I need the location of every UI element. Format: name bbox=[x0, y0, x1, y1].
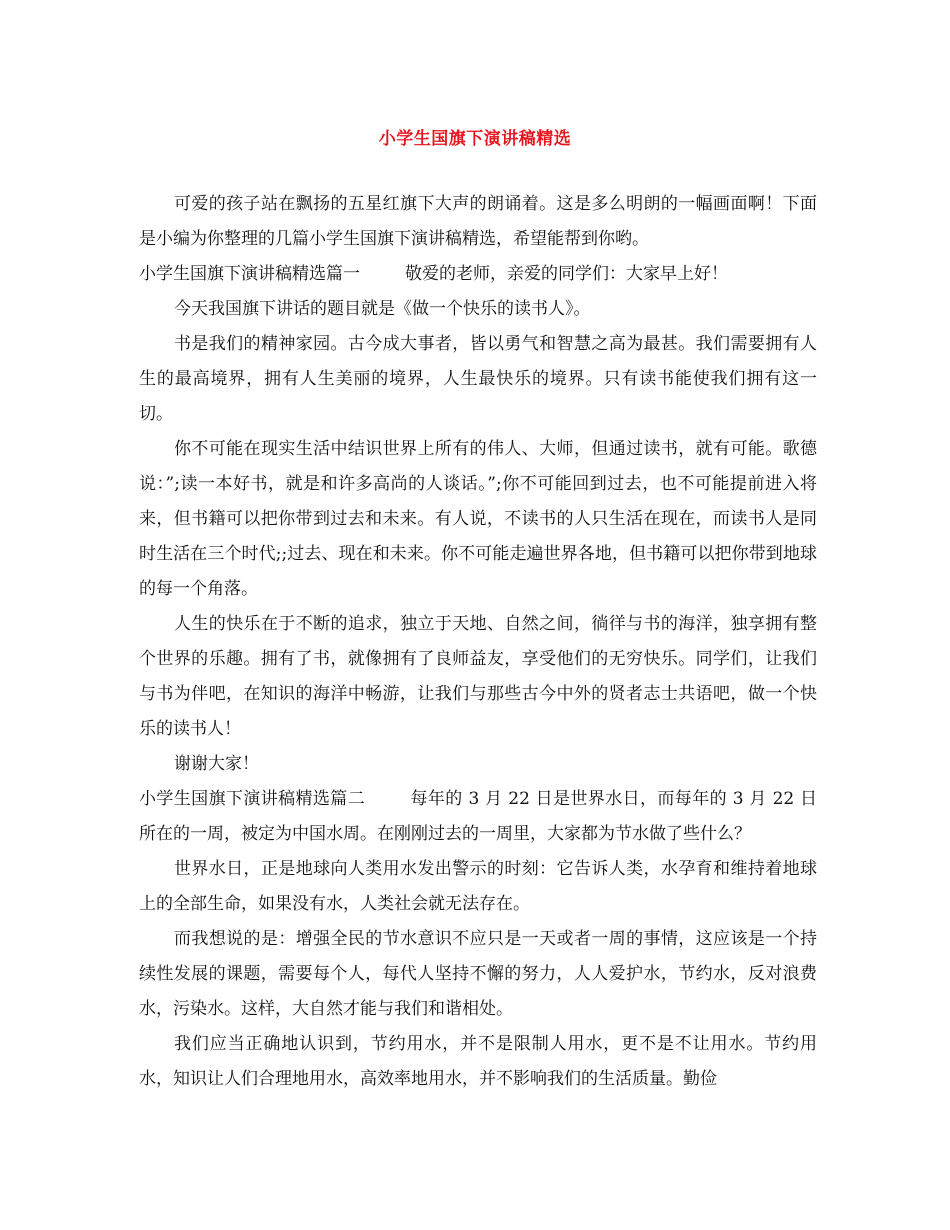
section-2-paragraph: 我们应当正确地认识到，节约用水，并不是限制人用水，更不是不让用水。节约用水，知识让人们合理地用水，高效率地用水，并不影响我们的生活质量。勤俭 bbox=[139, 1034, 817, 1089]
section-1-closing: 谢谢大家！ bbox=[174, 754, 259, 774]
section-2-heading: 小学生国旗下演讲稿精选篇二 bbox=[139, 789, 366, 809]
section-1-paragraph: 书是我们的精神家园。古今成大事者，皆以勇气和智慧之高为最甚。我们需要拥有人生的最高境界，拥有人生美丽的境界，人生最快乐的境界。只有读书能使我们拥有这一切。 bbox=[139, 334, 817, 424]
section-1-paragraph: 你不可能在现实生活中结识世界上所有的伟人、大师，但通过读书，就有可能。歌德说：”;读一本好书，就是和许多高尚的人谈话。”;你不可能回到过去，也不可能提前进入将来，但书籍可以把你带到过去和未来。有人说，不读书的人只生活在现在，而读书人是同时生活在三个时代;;过去、现在和未来。你不可能走遍世界各地，但书籍可以把你带到地球的每一个角落。 bbox=[139, 439, 817, 599]
section-1-opening: 敬爱的老师，亲爱的同学们：大家早上好！ bbox=[405, 264, 728, 284]
section-1-heading: 小学生国旗下演讲稿精选篇一 bbox=[139, 264, 360, 284]
section-2-paragraph: 而我想说的是：增强全民的节水意识不应只是一天或者一周的事情，这应该是一个持续性发展的课题，需要每个人，每代人坚持不懈的努力，人人爱护水，节约水，反对浪费水，污染水。这样，大自然才能与我们和谐相处。 bbox=[139, 929, 817, 1019]
section-1-paragraph: 今天我国旗下讲话的题目就是《做一个快乐的读书人》。 bbox=[174, 299, 591, 319]
document-title: 小学生国旗下演讲稿精选 bbox=[378, 129, 572, 149]
intro-paragraph: 可爱的孩子站在飘扬的五星红旗下大声的朗诵着。这是多么明朗的一幅画面啊！下面是小编为你整理的几篇小学生国旗下演讲稿精选，希望能帮到你哟。 bbox=[139, 194, 817, 249]
document-body bbox=[139, 187, 817, 1097]
section-1-heading-line bbox=[139, 257, 817, 292]
section-2-heading-line bbox=[139, 782, 817, 852]
section-2-opening: 每年的 3 月 22 日是世界水日，而每年的 3 月 22 日所在的一周，被定为中国水周。在刚刚过去的一周里，大家都为节水做了些什么？ bbox=[139, 789, 817, 844]
section-1-paragraph: 人生的快乐在于不断的追求，独立于天地、自然之间，徜徉与书的海洋，独享拥有整个世界的乐趣。拥有了书，就像拥有了良师益友，享受他们的无穷快乐。同学们，让我们与书为伴吧，在知识的海洋中畅游，让我们与那些古今中外的贤者志士共语吧，做一个快乐的读书人！ bbox=[139, 614, 817, 739]
section-2-paragraph: 世界水日，正是地球向人类用水发出警示的时刻：它告诉人类，水孕育和维持着地球上的全部生命，如果没有水，人类社会就无法存在。 bbox=[139, 859, 817, 914]
